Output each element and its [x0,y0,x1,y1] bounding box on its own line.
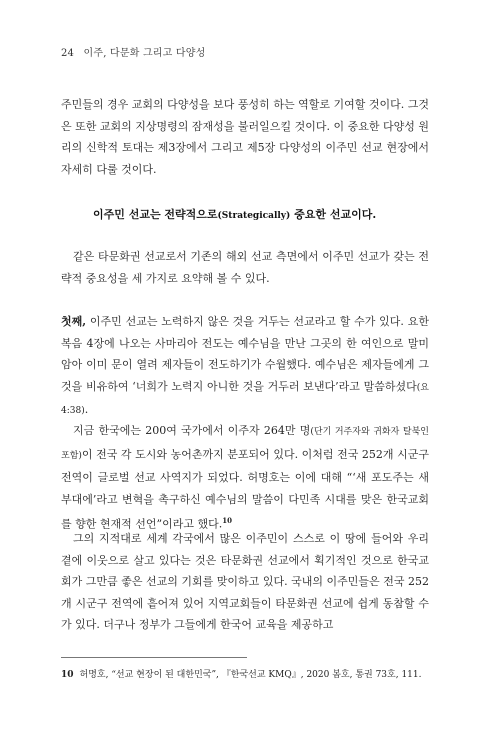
footnote [61,667,422,680]
paragraph-4-text-a: 지금 한국에는 200여 국가에서 이주자 264만 명 [73,424,311,437]
running-title: 이주, 다문화 그리고 다양성 [83,48,206,59]
section-subheading [93,206,376,222]
footnote-text: 허명호, “선교 현장이 된 대한민국”, 『한국선교 KMQ』, 2020 봄호, 통권 73호, 111. [79,670,422,680]
paragraph-1-text: 주민들의 경우 교회의 다양성을 보다 풍성히 하는 역할로 기여할 것이다. 그것은 또한 교회의 지상명령의 잠재성을 불러일으킬 것이다. 이 중요한 다양성 원리의 신학적 토대는 제3장에서 그리고 제5장 다양성의 이주민 선교 현장에서 자세히 다룰 것이다. [61,98,429,176]
subheading-text-en: (Strategically) [217,211,291,221]
subheading-text-ko: 이주민 선교는 전략적으로 [93,208,218,221]
running-header [61,44,206,59]
footnote-marker[interactable]: 10 [222,516,232,525]
paragraph-5 [61,528,429,636]
paragraph-2 [61,246,429,289]
paragraph-3-text: 이주민 선교는 노력하지 않은 것을 거두는 선교라고 할 수가 있다. 요한복음 4장에 나오는 사마리아 전도는 예수님을 만난 그곳의 한 여인으로 말미암아 이미 문이 열려 제자들이 전도하기가 수월했다. 예수님은 제자들에게 그것을 비유하여 ‘너희가 노력지 아니한 것을 거두러 보낸다’라고 말씀하셨다 [61,315,429,393]
subheading-text-end: 중요한 선교이다. [290,208,377,221]
paragraph-2-text: 같은 타문화권 선교로서 기존의 해외 선교 측면에서 이주민 선교가 갖는 전략적 중요성을 세 가지로 요약해 볼 수 있다. [61,250,429,285]
paragraph-3 [61,311,429,423]
footnote-number: 10 [61,670,74,680]
paragraph-1 [61,94,429,180]
paragraph-4-text-b: 이 전국 각 도시와 농어촌까지 분포되어 있다. 이처럼 전국 252개 시군구 전역이 글로벌 선교 사역지가 되었다. 허명호는 이에 대해 “‘새 포도주는 새 부대에’라고 변혁을 촉구하신 예수님의 말씀이 다민족 시대를 맞은 한국교회를 향한 현재적 선언”이라고 했다. [61,447,429,531]
paragraph-3-reference: (요 4:38) [61,382,429,416]
paragraph-4 [61,420,429,535]
paragraph-3-lead: 첫째, [61,315,87,328]
paragraph-3-end: . [84,403,89,416]
paragraph-5-text: 그의 지적대로 세계 각국에서 많은 이주민이 스스로 이 땅에 들어와 우리 곁에 이웃으로 살고 있다는 것은 타문화권 선교에서 획기적인 것으로 한국교회가 그만큼 좋은 선교의 기회를 맞이하고 있다. 국내의 이주민들은 전국 252개 시군구 전역에 흩어져 있어 지역교회들이 타문화권 선교에 쉽게 동참할 수가 있다. 더구나 정부가 그들에게 한국어 교육을 제공하고 [61,532,429,631]
footnote-divider [61,657,247,658]
page-number: 24 [61,48,75,59]
paragraph-4-parenthetical: (단기 거주자와 귀화자 탈북인 포함) [61,427,429,461]
